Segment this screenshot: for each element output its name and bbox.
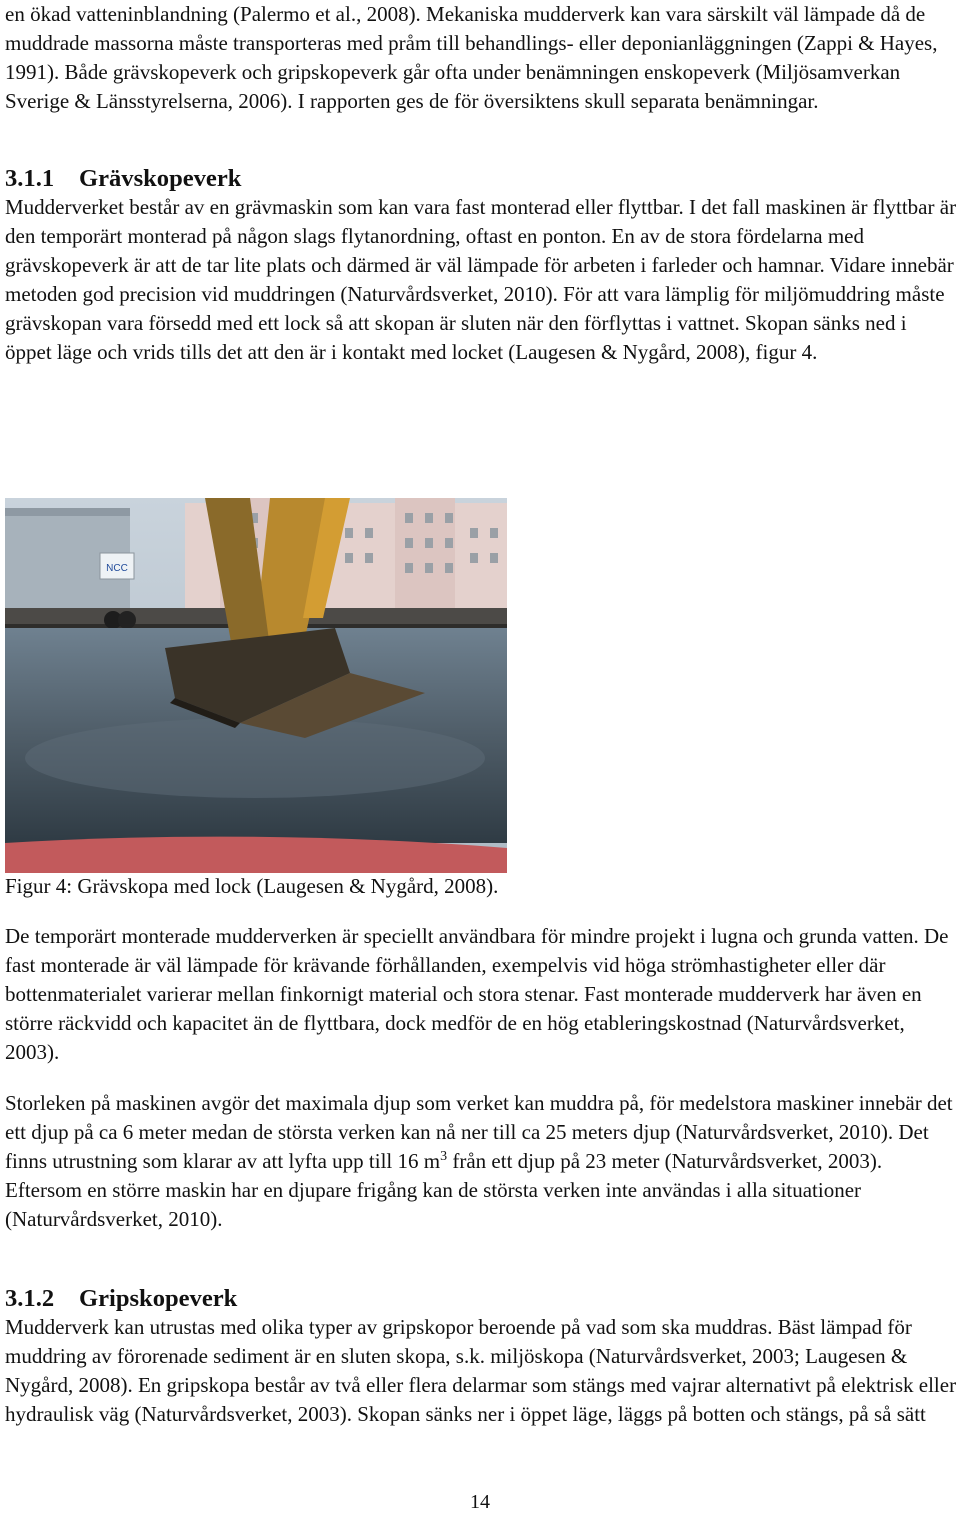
paragraph-gravskopeverk: Mudderverket består av en grävmaskin som kan vara fast monterad eller flyttbar. I det fall maskinen är flyttbar är den temporärt monterad på någon slags flytanordning, oftast en ponton. En av de stora fördelarna med grävskopeverk är att de tar lite plats och därmed är väl lämpade för arbeten i farleder och hamnar. Vidare innebär metoden god precision vid muddringen (Naturvårdsverket, 2010). För att vara lämplig för miljömuddring måste grävskopan vara försedd med ett lock så att skopan är sluten när den förflyttas i vattnet. Skopan sänks ned i öppet läge och vrids tills det att den är i kontakt med locket (Laugesen & Nygård, 2008), figur 4. — [5, 195, 957, 364]
paragraph-temporary-mounted: De temporärt monterade mudderverken är speciellt användbara för mindre projekt i lugna och grunda vatten. De fast monterade är väl lämpade för krävande förhållanden, exempelvis vid höga strömhastigheter eller där bottenmaterialet varierar mellan finkornigt material och stora stenar. Fast monterade mudderverk har även en större räckvidd och kapacitet än de flyttbara, dock medför de en hög etableringskostnad (Naturvårdsverket, 2003). — [5, 924, 949, 1064]
figure-caption: Figur 4: Grävskopa med lock (Laugesen & Nygård, 2008). — [5, 874, 499, 898]
superscript-cubic: 3 — [440, 1149, 448, 1164]
section-title: Gripskopeverk — [79, 1285, 238, 1312]
paragraph-intro: en ökad vatteninblandning (Palermo et al., 2008). Mekaniska mudderverk kan vara särskilt väl lämpade då de muddrade massorna måste transporteras med pråm till behandlings- eller deponianläggningen (Zappi & Hayes, 1991). Både grävskopeverk och gripskopeverk går ofta under benämningen enskopeverk (Miljösamverkan Sverige & Länsstyrelserna, 2006). I rapporten ges de för översiktens skull separata benämningar. — [5, 2, 938, 113]
page-number: 14 — [470, 1491, 490, 1513]
section-title: Grävskopeverk — [79, 165, 242, 192]
section-number: 3.1.2 — [5, 1285, 55, 1312]
ncc-sign-text: NCC — [106, 563, 128, 574]
paragraph-gripskopeverk: Mudderverk kan utrustas med olika typer av gripskopor beroende på vad som ska muddras. Bäst lämpad för muddring av förorenade sediment är en sluten skopa, s.k. miljöskopa (Naturvårdsverket, 2003; Laugesen & Nygård, 2008). En gripskopa består av två eller flera delarmar som stängs med vajrar alternativt på elektrisk eller hydraulisk väg (Naturvårdsverket, 2003). Skopan sänks ner i öppet läge, läggs på botten och stängs, på så sätt — [5, 1315, 957, 1426]
photo-illustration — [5, 498, 507, 873]
paragraph-machine-size-part2: från ett djup på 23 meter (Naturvårdsverket, 2003). Eftersom en större maskin har en djupare frigång kan de största verken inte användas i alla situationer (Naturvårdsverket, 2010). — [5, 1149, 883, 1231]
paragraph-machine-size — [5, 1089, 957, 1234]
section-heading-3-1-2 — [5, 1284, 237, 1313]
section-heading-3-1-1 — [5, 164, 241, 193]
section-number: 3.1.1 — [5, 165, 55, 192]
figure-excavator-bucket-photo — [5, 498, 507, 873]
paragraph-machine-size-part1: Storleken på maskinen avgör det maximala djup som verket kan muddra på, för medelstora maskiner innebär det ett djup på ca 6 meter medan de största verken kan nå ner till ca 25 meters djup (Naturvårdsverket, 2010). Det finns utrustning som klarar av att lyfta upp till 16 m — [5, 1091, 953, 1173]
